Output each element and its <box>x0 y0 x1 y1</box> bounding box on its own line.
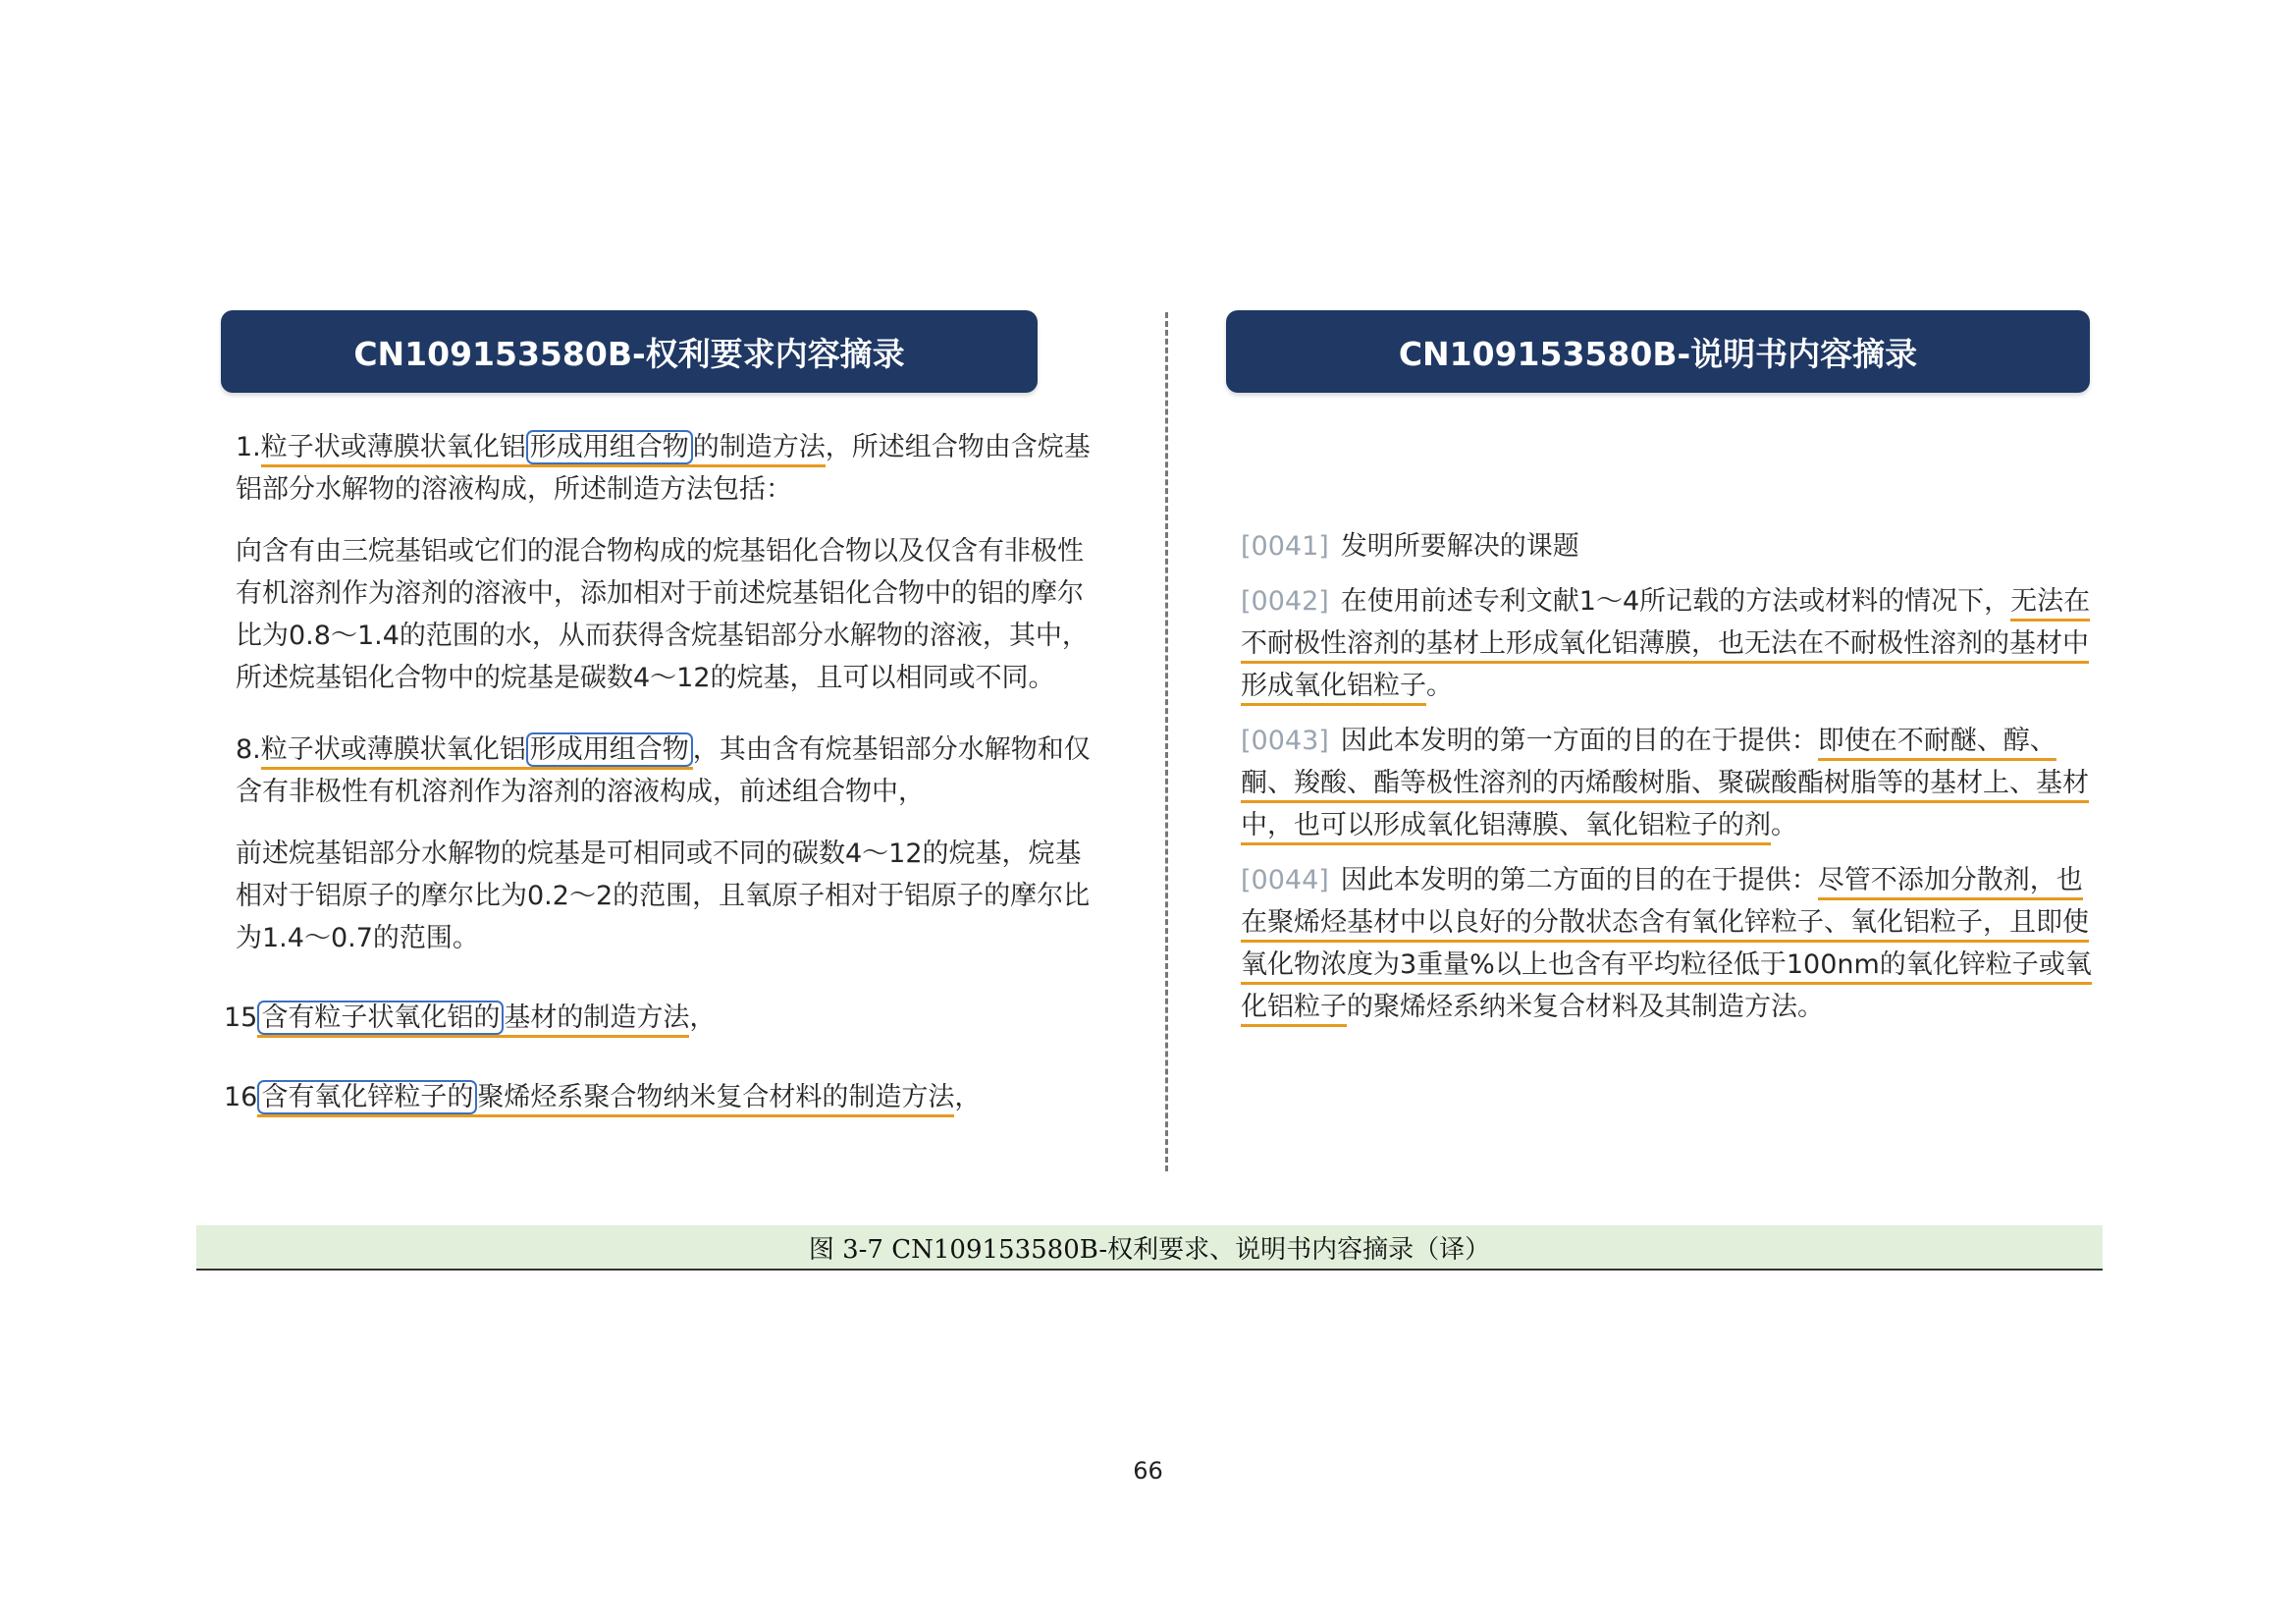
paragraph-0043-highlight: 即使在不耐醚、醇、酮、羧酸、酯等极性溶剂的丙烯酸树脂、聚碳酸酯树脂等的基材上、基材中，也可以形成氧化铝薄膜、氧化铝粒子的剂 <box>1241 726 2089 845</box>
paragraph-0044-lead: 因此本发明的第二方面的目的在于提供： <box>1340 865 1818 895</box>
paragraph-0043 <box>1241 720 2105 846</box>
paragraph-0043-end: 。 <box>1771 810 1797 840</box>
paragraph-0042-lead: 在使用前述专利文献1～4所记载的方法或材料的情况下， <box>1340 586 2011 617</box>
claim-15-rest: ， <box>689 1002 717 1033</box>
claim-1-body: 向含有由三烷基铝或它们的混合物构成的烷基铝化合物以及仅含有非极性有机溶剂作为溶剂的溶液中，添加相对于前述烷基铝化合物中的铝的摩尔比为0.8～1.4的范围的水，从而获得含烷基铝部分水解物的溶液，其中，所述烷基铝化合物中的烷基是碳数4～12的烷基，且可以相同或不同。 <box>236 536 1089 693</box>
paragraph-0041-number: [0041] <box>1241 531 1329 562</box>
paragraph-0042 <box>1241 580 2105 707</box>
paragraph-0042-highlight: 无法在不耐极性溶剂的基材上形成氧化铝薄膜，也无法在不耐极性溶剂的基材中形成氧化铝粒子 <box>1241 586 2090 706</box>
claim-8-body: 前述烷基铝部分水解物的烷基是可相同或不同的碳数4～12的烷基，烷基相对于铝原子的摩尔比为0.2～2的范围，且氧原子相对于铝原子的摩尔比为1.4～0.7的范围。 <box>236 839 1091 953</box>
paragraph-0041 <box>1241 525 2105 568</box>
claim-16-highlight: 聚烯烃系聚合物纳米复合材料的制造方法 <box>477 1082 955 1112</box>
claim-16-boxed-term: 含有氧化锌粒子的 <box>257 1080 477 1114</box>
claim-16-underline <box>257 1082 954 1117</box>
claim-16-number: 16 <box>224 1082 258 1112</box>
claim-16 <box>224 1076 1099 1118</box>
specification-panel-header <box>1226 310 2090 393</box>
page-number: 66 <box>1133 1457 1163 1485</box>
claim-1-number: 1. <box>236 432 261 462</box>
figure-caption-bar <box>196 1225 2103 1271</box>
claim-8-highlight: 粒子状或薄膜状氧化铝 <box>260 734 526 765</box>
claim-15 <box>224 997 1099 1039</box>
claim-8-boxed-term: 形成用组合物 <box>526 732 693 767</box>
claim-15-highlight: 基材的制造方法 <box>504 1002 690 1033</box>
claim-16-rest: ， <box>954 1082 982 1112</box>
specification-column <box>1241 525 2105 1041</box>
claim-15-underline <box>257 1002 689 1038</box>
column-divider <box>1165 312 1168 1171</box>
claim-15-boxed-term: 含有粒子状氧化铝的 <box>257 1001 504 1035</box>
paragraph-0041-text: 发明所要解决的课题 <box>1340 531 1579 562</box>
paragraph-0044-end: 的聚烯烃系纳米复合材料及其制造方法。 <box>1347 992 1824 1022</box>
paragraph-0044-highlight: 尽管不添加分散剂，也在聚烯烃基材中以良好的分散状态含有氧化锌粒子、氧化铝粒子，且即使氧化物浓度为3重量%以上也含有平均粒径低于100nm的氧化锌粒子或氧化铝粒子 <box>1241 865 2092 1027</box>
claims-panel-title: CN109153580B-权利要求内容摘录 <box>353 334 905 373</box>
figure-caption: 图 3-7 CN109153580B-权利要求、说明书内容摘录（译） <box>808 1234 1491 1265</box>
specification-panel-title: CN109153580B-说明书内容摘录 <box>1398 334 1918 373</box>
claim-15-number: 15 <box>224 1002 258 1033</box>
claim-1-underline-a <box>261 432 826 467</box>
claims-column <box>224 426 1099 1118</box>
paragraph-0043-lead: 因此本发明的第一方面的目的在于提供： <box>1340 726 1818 756</box>
claim-8-number: 8. <box>236 734 261 765</box>
paragraph-0042-end: 。 <box>1426 671 1453 701</box>
claim-1-highlight-b: 的制造方法 <box>692 432 826 462</box>
claim-1-boxed-term: 形成用组合物 <box>526 430 693 464</box>
claim-1-rest: ，所述组合物由含烷基铝部分水解物的溶液构成，所述制造方法包括： <box>236 432 1091 505</box>
paragraph-0044 <box>1241 859 2105 1028</box>
claim-8-rest: ，其由含有烷基铝部分水解物和仅含有非极性有机溶剂作为溶剂的溶液构成，前述组合物中， <box>236 734 1091 807</box>
paragraph-0042-number: [0042] <box>1241 586 1329 617</box>
paragraph-0043-number: [0043] <box>1241 726 1329 756</box>
paragraph-0044-number: [0044] <box>1241 865 1329 895</box>
claim-1 <box>236 426 1099 511</box>
claims-panel-header <box>221 310 1038 393</box>
claim-8 <box>236 729 1099 813</box>
claim-8-underline <box>261 734 693 770</box>
claim-1-highlight-a: 粒子状或薄膜状氧化铝 <box>260 432 526 462</box>
